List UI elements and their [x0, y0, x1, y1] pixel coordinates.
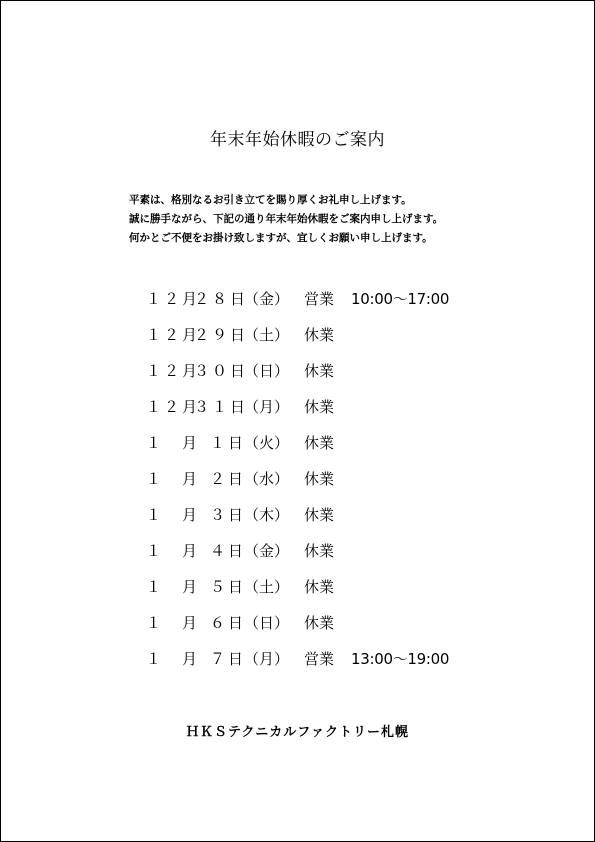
schedule-status: 休業 [304, 578, 335, 596]
schedule-status: 休業 [304, 398, 335, 416]
schedule-weekday: （土） [244, 578, 290, 596]
schedule-month: １２月 [146, 362, 201, 380]
schedule-status: 休業 [304, 506, 335, 524]
schedule-weekday: （土） [244, 326, 290, 344]
schedule-weekday: （火） [244, 434, 290, 452]
schedule-month: １２月 [146, 326, 201, 344]
schedule-date [146, 467, 246, 491]
schedule-status: 営業 [304, 650, 335, 668]
schedule-month: １ 月 [146, 614, 201, 632]
schedule-day: ５日 [209, 578, 246, 596]
schedule-day: ２８日 [194, 290, 249, 308]
schedule-date [146, 647, 246, 671]
schedule-day: ３１日 [194, 398, 249, 416]
schedule-month: １ 月 [146, 470, 201, 488]
schedule-status: 休業 [304, 542, 335, 560]
schedule-day: ２日 [209, 470, 246, 488]
schedule-status: 休業 [304, 434, 335, 452]
schedule-weekday: （水） [244, 470, 290, 488]
schedule-date [146, 323, 249, 347]
schedule-date [146, 431, 246, 455]
schedule-date [146, 611, 246, 635]
schedule-day: ４日 [209, 542, 246, 560]
company-name: ＨＫＳテクニカルファクトリー札幌 [186, 725, 409, 740]
intro-line: 何かとご不便をお掛け致しますが、宜しくお願い申し上げます。 [129, 232, 433, 244]
intro-paragraph [129, 191, 443, 248]
schedule-month: １ 月 [146, 506, 201, 524]
intro-line: 誠に勝手ながら、下記の通り年末年始休暇をご案内申し上げます。 [129, 213, 444, 225]
schedule-month: １ 月 [146, 578, 201, 596]
schedule-weekday: （月） [244, 398, 290, 416]
schedule-weekday: （日） [244, 362, 290, 380]
schedule-day: ６日 [209, 614, 246, 632]
schedule-status: 休業 [304, 470, 335, 488]
schedule-month: １ 月 [146, 650, 201, 668]
schedule-status: 休業 [304, 326, 335, 344]
schedule-month: １ 月 [146, 434, 201, 452]
schedule-month: １２月 [146, 290, 201, 308]
schedule-weekday: （金） [244, 542, 290, 560]
schedule-hours: 10:00～17:00 [351, 290, 450, 308]
schedule-weekday: （木） [244, 506, 290, 524]
schedule-day: ３０日 [194, 362, 249, 380]
schedule-date [146, 575, 246, 599]
schedule-date [146, 539, 246, 563]
schedule-weekday: （日） [244, 614, 290, 632]
schedule-status: 休業 [304, 614, 335, 632]
schedule-date [146, 359, 249, 383]
schedule-month: １ 月 [146, 542, 201, 560]
schedule-day: １日 [209, 434, 246, 452]
schedule-weekday: （月） [244, 650, 290, 668]
schedule-weekday: （金） [244, 290, 290, 308]
schedule-date [146, 395, 249, 419]
intro-line: 平素は、格別なるお引き立てを賜り厚くお礼申し上げます。 [129, 194, 412, 206]
schedule-status: 休業 [304, 362, 335, 380]
schedule-day: ３日 [209, 506, 246, 524]
schedule-day: ７日 [209, 650, 246, 668]
page-title: 年末年始休暇のご案内 [210, 130, 385, 150]
schedule-status: 営業 [304, 290, 335, 308]
schedule-date [146, 503, 246, 527]
schedule-date [146, 287, 249, 311]
schedule-day: ２９日 [194, 326, 249, 344]
schedule-hours: 13:00～19:00 [351, 650, 450, 668]
schedule-month: １２月 [146, 398, 201, 416]
